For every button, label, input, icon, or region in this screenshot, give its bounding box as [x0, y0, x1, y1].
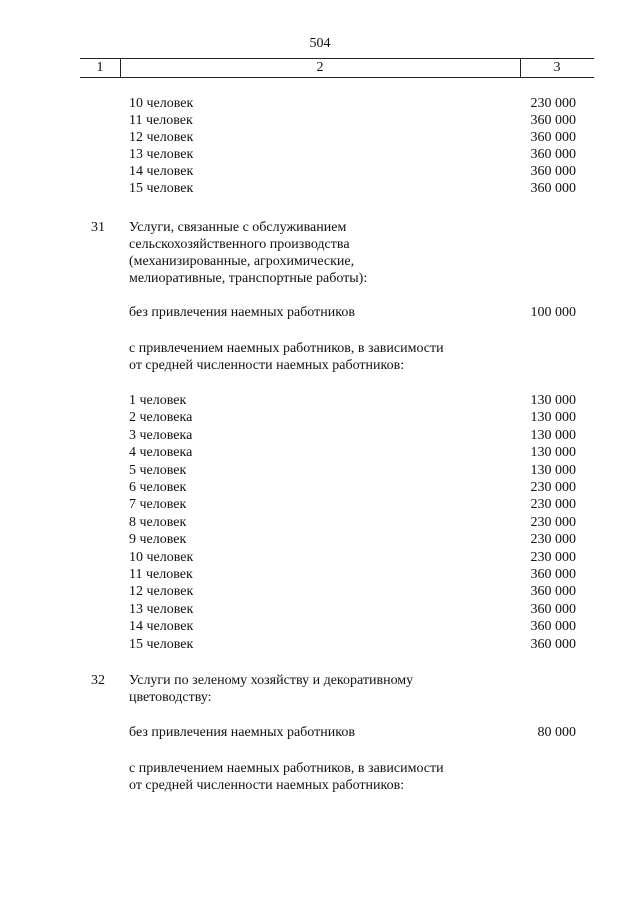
item-title-text: Услуги, связанные с обслуживанием [129, 220, 347, 235]
intro-text: от средней численности наемных работников: [129, 778, 405, 793]
row-value: 230 000 [530, 532, 576, 548]
table-row [0, 392, 640, 409]
row-value: 230 000 [530, 514, 576, 530]
item-32-no-hired-row [0, 724, 640, 741]
table-row [0, 409, 640, 426]
row-label: 12 человек [129, 130, 194, 145]
row-value: 360 000 [530, 164, 576, 179]
table-row [0, 146, 640, 163]
row-label: 5 человек [129, 462, 187, 478]
item-title-text: Услуги по зеленому хозяйству и декоративному [129, 673, 414, 688]
row-label: 15 человек [129, 181, 194, 196]
row-value: 360 000 [530, 130, 576, 145]
row-value: 130 000 [530, 393, 576, 408]
table-column-header [80, 58, 594, 78]
row-value: 230 000 [530, 96, 576, 111]
table-row [0, 180, 640, 197]
row-label: 2 человека [129, 410, 193, 426]
row-label: 3 человека [129, 427, 193, 443]
row-label: 7 человек [129, 497, 187, 513]
table-row [0, 496, 640, 513]
item-32-title-line [0, 689, 640, 706]
item-title-text: (механизированные, агрохимические, [129, 254, 355, 269]
row-label: 13 человек [129, 147, 194, 162]
row-value: 360 000 [530, 619, 576, 635]
row-value: 360 000 [530, 567, 576, 582]
table-row [0, 444, 640, 461]
item-31-title-line [0, 219, 640, 236]
table-row [0, 549, 640, 566]
item-31-hired-intro [0, 340, 640, 357]
row-value: 130 000 [530, 462, 576, 478]
item-31-no-hired-row [0, 304, 640, 321]
row-label: 11 человек [129, 567, 193, 582]
table-row [0, 479, 640, 496]
row-label: 13 человек [129, 601, 194, 617]
item-31-title-line [0, 236, 640, 253]
table-row [0, 112, 640, 129]
row-value: 80 000 [537, 725, 576, 740]
row-value: 130 000 [530, 445, 576, 461]
item-32-title-line [0, 672, 640, 689]
item-title-text: сельскохозяйственного производства [129, 237, 350, 252]
table-row [0, 427, 640, 444]
table-row [0, 618, 640, 635]
item-31-title-line [0, 253, 640, 270]
row-value: 130 000 [530, 410, 576, 426]
row-value: 360 000 [530, 636, 576, 652]
row-label: 11 человек [129, 113, 193, 128]
item-32-hired-intro [0, 760, 640, 777]
table-row [0, 163, 640, 180]
item-31-title-line [0, 270, 640, 287]
table-row [0, 462, 640, 479]
row-value: 100 000 [530, 305, 576, 320]
table-row [0, 95, 640, 112]
intro-text: от средней численности наемных работников: [129, 358, 405, 373]
column-3-header: 3 [553, 60, 561, 75]
table-row [0, 583, 640, 600]
column-2-header: 2 [316, 60, 324, 75]
row-label: 15 человек [129, 636, 194, 652]
item-31-hired-intro [0, 357, 640, 374]
intro-text: с привлечением наемных работников, в зависимости [129, 341, 444, 356]
column-1-header: 1 [96, 60, 104, 75]
item-number: 31 [91, 220, 105, 235]
row-value: 360 000 [530, 584, 576, 600]
row-label: без привлечения наемных работников [129, 725, 355, 740]
row-value: 230 000 [530, 549, 576, 565]
row-label: 6 человек [129, 480, 187, 495]
row-label: 1 человек [129, 393, 187, 408]
table-row [0, 531, 640, 548]
row-label: 14 человек [129, 164, 194, 179]
row-label: 4 человека [129, 445, 193, 461]
page-number: 504 [309, 36, 331, 51]
row-label: 9 человек [129, 532, 187, 548]
row-value: 130 000 [530, 427, 576, 443]
row-value: 360 000 [530, 147, 576, 162]
table-row [0, 636, 640, 653]
row-label: 10 человек [129, 96, 194, 111]
row-value: 230 000 [530, 497, 576, 513]
table-row [0, 566, 640, 583]
row-label: без привлечения наемных работников [129, 305, 355, 320]
row-value: 360 000 [530, 113, 576, 128]
item-title-text: мелиоративные, транспортные работы): [129, 271, 368, 286]
table-row [0, 514, 640, 531]
row-value: 230 000 [530, 480, 576, 495]
item-title-text: цветоводству: [129, 690, 212, 705]
item-32-hired-intro [0, 777, 640, 794]
item-number: 32 [91, 673, 105, 688]
intro-text: с привлечением наемных работников, в зависимости [129, 761, 444, 776]
row-label: 10 человек [129, 549, 194, 565]
row-value: 360 000 [530, 181, 576, 196]
row-label: 14 человек [129, 619, 194, 635]
row-label: 12 человек [129, 584, 194, 600]
table-row [0, 129, 640, 146]
table-row [0, 601, 640, 618]
row-label: 8 человек [129, 514, 187, 530]
row-value: 360 000 [530, 601, 576, 617]
